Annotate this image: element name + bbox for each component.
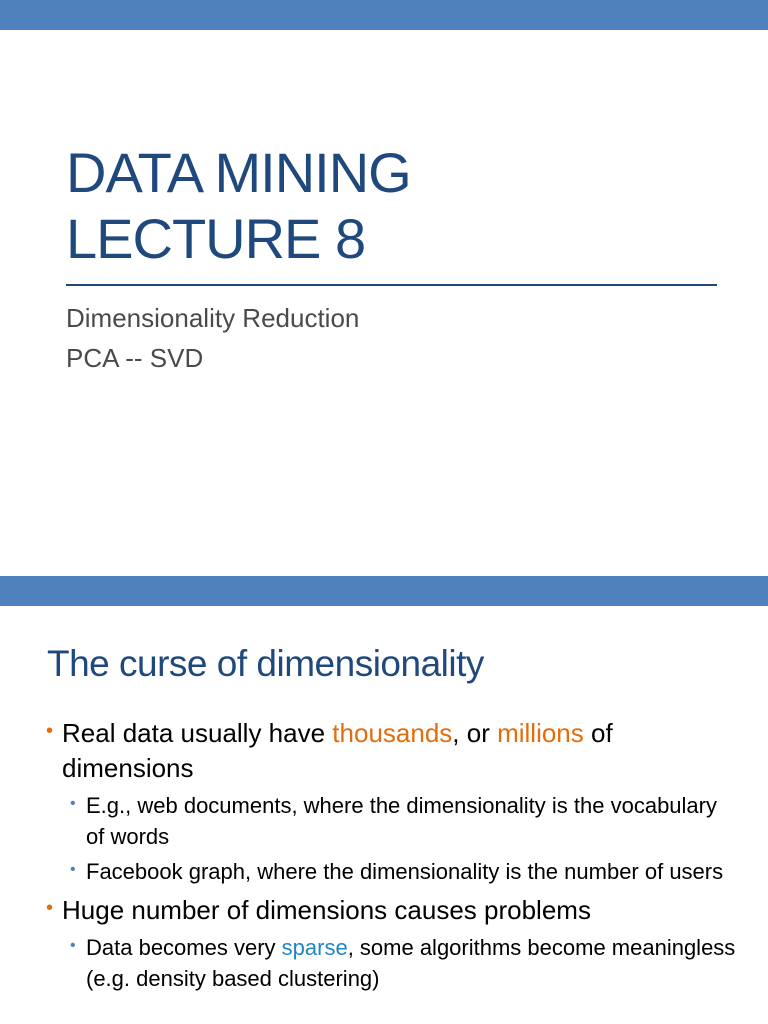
sub-bullet-list: [62, 790, 736, 887]
subtitle-line-2: PCA -- SVD: [66, 343, 204, 373]
title-divider: [66, 284, 717, 286]
subtitle-line-1: Dimensionality Reduction: [66, 303, 360, 333]
sub-bullet-icon: •: [70, 861, 76, 878]
bullet-item: [46, 893, 736, 994]
sub-bullet-text: Facebook graph, where the dimensionality is the number of users: [86, 859, 724, 884]
slide-header-bar: [0, 576, 768, 606]
bullet-text: Huge number of dimensions causes problems: [62, 895, 591, 925]
highlight-thousands: thousands: [332, 718, 453, 748]
highlight-sparse: sparse: [281, 935, 348, 960]
bullet-list: [46, 716, 736, 1000]
sub-bullet-icon: •: [70, 795, 76, 812]
slide-subtitle: [66, 298, 359, 378]
content-slide: [0, 576, 768, 1024]
title-line-2: LECTURE 8: [66, 207, 366, 270]
bullet-icon: •: [46, 720, 54, 742]
sub-bullet-list: [62, 932, 736, 994]
title-line-1: DATA MINING: [66, 141, 411, 204]
sub-bullet-item: [62, 856, 736, 887]
slide-header-bar: [0, 0, 768, 30]
bullet-icon: •: [46, 897, 54, 919]
sub-bullet-item: [62, 932, 736, 994]
sub-bullet-icon: •: [70, 937, 76, 954]
slide-heading: The curse of dimensionality: [47, 643, 484, 684]
sub-bullet-text: E.g., web documents, where the dimensionality is the vocabulary of words: [86, 793, 717, 849]
sub-bullet-item: [62, 790, 736, 852]
slide-title: [66, 140, 411, 272]
highlight-millions: millions: [497, 718, 584, 748]
sub-bullet-text: Data becomes very sparse, some algorithms become meaningless (e.g. density based clustering): [86, 935, 736, 991]
bullet-item: [46, 716, 736, 887]
bullet-text: Real data usually have thousands, or millions of dimensions: [62, 718, 613, 783]
